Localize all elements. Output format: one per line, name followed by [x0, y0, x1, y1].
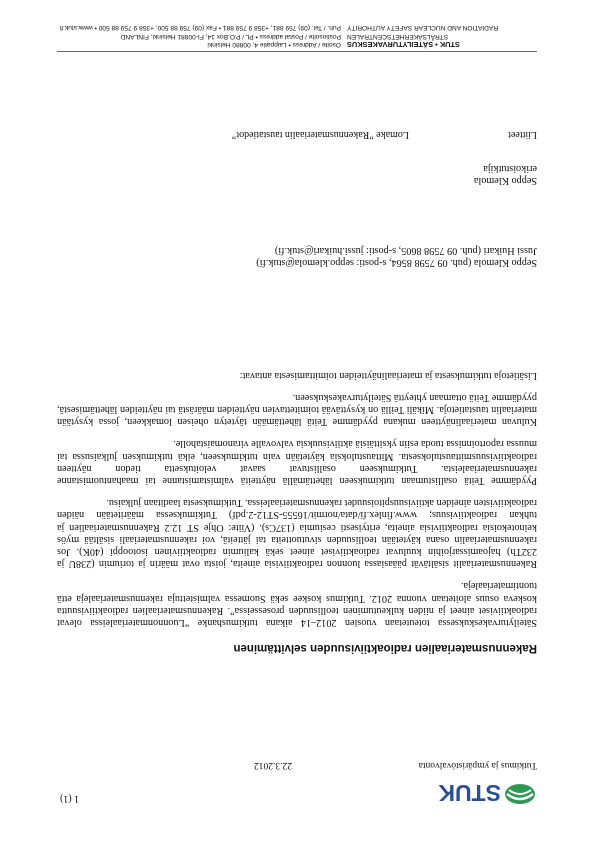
document-date: 22.3.2012	[254, 760, 292, 770]
footer-organization	[347, 23, 537, 48]
page-footer	[57, 24, 537, 52]
contact-item: Seppo Klemola (puh. 09 7598 8564, s-posti: seppo.klemola@stuk.fi)	[256, 257, 537, 268]
footer-org-english: RADIATION AND NUCLEAR SAFETY AUTHORITY	[347, 24, 499, 32]
attachments-label: Liitteet	[508, 129, 537, 140]
footer-org-swedish: STRÅLSÄKERHETSCENTRALEN	[347, 32, 449, 40]
signature-block	[237, 162, 537, 186]
paragraph-intro: Säteilyturvakeskuksessa toteutetaan vuosien 2012–14 aikana tutkimushanke “Luonnonmateriaaleissa olevat radioaktiiviset aineet ja niiden kulkeutuminen teollisuuden prosesseissa”. Rakennusmateriaalien radioaktiivisuutta koskeva osuus aloitetaan vuonna 2012. Tutkimus koskee sekä Suomessa valmistettuja rakennusmateriaaleja että tuontimateriaaleja.	[57, 580, 537, 628]
attachment-item: Lomake ”Rakennusmateriaalin taustatiedot”	[231, 129, 409, 140]
paragraph-form: Kuluvan materiaalinäytteen mukana pyydämme Teitä lähettämään täytetyn oheisen lomakkeen, jossa kysytään materiaalin taustatietoja. Mikäli Teillä on kysyttävää toimitettavien näytteiden määrästä tai näytteiden lähettämisestä, pyydämme Teitä ottamaan yhteyttä Säteilyturvakeskukseen.	[57, 391, 537, 428]
letter-body	[57, 368, 537, 628]
paragraph-participation: Pyydämme Teitä osallistumaan tutkimukseen lähettämällä näytteitä valmistamistanne tai maahantuomistanne rakennusmateriaaleista. Tutkimukseen osallistuvat saavat veloituksetta tiedon näytteen radioaktiivisuusmittaustuloksesta. Mittaustuloksia käytetään vain tutkimukseen, eikä tutkimuksen julkaisussa tai muussa raportoinnissa tuoda esiin yksittäisiä aktiivisuuksia valvovalle viranomaistaholle.	[57, 438, 537, 486]
footer-phone: Puh. / Tel. (09) 759 881, +358 9 759 881 • Fax (09) 759 88 500, +358 9 759 88 500 • www.stuk.fi	[59, 24, 341, 32]
contact-item: Jussi Huikari (puh. 09 7598 8605, s-posti: jussi.huikari@stuk.fi)	[274, 244, 537, 256]
svg-text:STUK: STUK	[438, 780, 501, 806]
footer-contact-info	[51, 23, 341, 48]
signer-name: Seppo Klemola	[473, 175, 537, 186]
footer-postal-address: Postiosoite / Postal address • PL / P.O.Box 14, FI-00881 Helsinki, FINLAND	[120, 32, 341, 40]
page-number: 1 (1)	[60, 793, 80, 804]
document-title: Rakennusmateriaalien radioaktiivisuuden selvittäminen	[233, 642, 537, 654]
department-name: Tutkimus ja ympäristövalvonta	[418, 760, 537, 770]
signer-title: erikoistutkija	[483, 162, 537, 174]
contact-list	[57, 244, 537, 268]
stuk-logo	[427, 776, 537, 812]
paragraph-materials: Rakennusmateriaalit sisältävät pääasiassa luonnon radioaktiivisia aineita, joista ovat määrin ja toriumin (238U ja 232Th) hajoamissarjoihin kuuluvat radioaktiiviset aineet sekä kaliumin radioaktiivinen isotooppi (40K). Jos rakennusmateriaalin osana käytetään teollisuuden sivutuotteita tai jätteitä, voi rakennusmateriaali sisältää myös keinotekoisia radioaktiivisia aineita, erityisesti cesiumia (137Cs). (Viite: Ohje ST 12.2 Rakennusmateriaalien ja tuhkan radioaktiivisuus; www.finlex.fi/data/normit/16555-ST12-2.pdf) Tutkimuksessa määritetään näiden radioaktiivisten aineiden aktiivisuuspitoisuudet rakennusmateriaaleissa. Tutkimuksesta laaditaan julkaisu.	[57, 497, 537, 570]
footer-org-name: STUK • SÄTEILYTURVAKESKUS	[347, 40, 460, 49]
footer-address: Osoite / Address • Laippatie 4, 00880 Helsinki	[207, 41, 341, 48]
paragraph-contact-lead: Lisätietoja tutkimuksesta ja materiaalinäytteiden toimittamisesta antavat:	[239, 369, 537, 381]
